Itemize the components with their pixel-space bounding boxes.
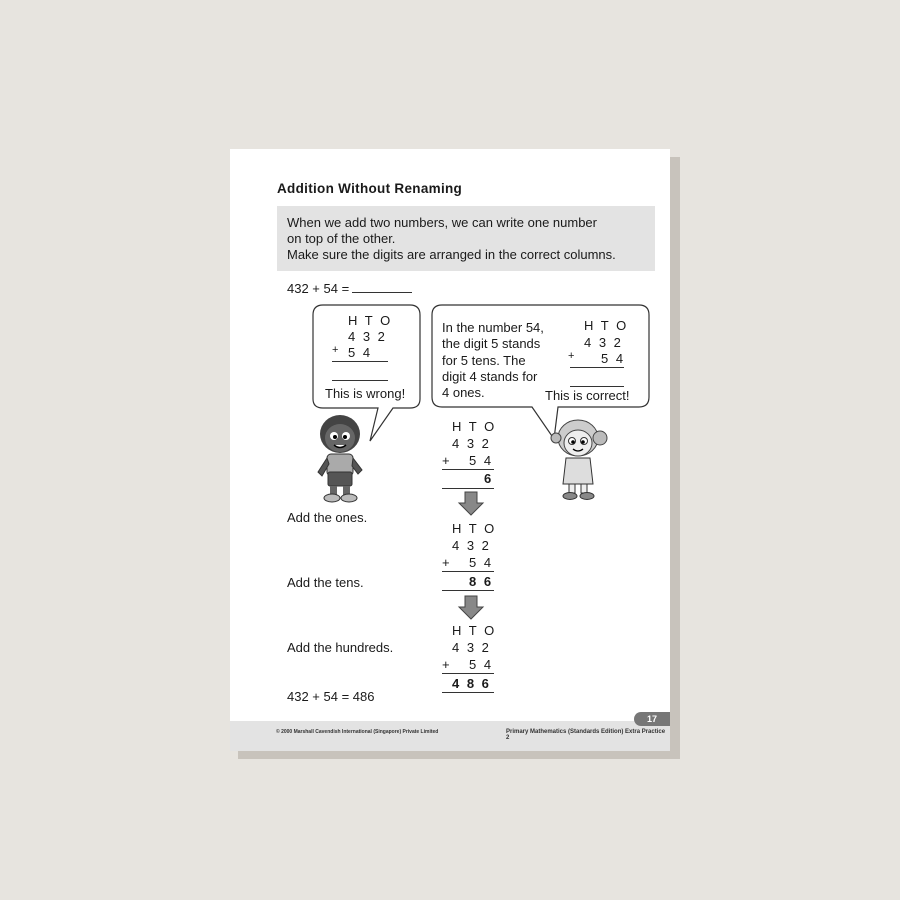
copyright-text: © 2000 Marshall Cavendish International (Singapore) Private Limited xyxy=(276,729,439,735)
step1-row-1: 4 3 2 xyxy=(452,436,491,451)
step1-line-1 xyxy=(442,469,494,470)
correct-sum-line-1 xyxy=(570,367,624,368)
correct-plus: + xyxy=(568,350,575,362)
correct-explain-5: 4 ones. xyxy=(442,385,485,400)
page-number: 17 xyxy=(634,712,670,726)
step2-row-2: 5 4 xyxy=(469,555,494,570)
step2-row-1: 4 3 2 xyxy=(452,538,491,553)
wrong-sum-line-2 xyxy=(332,380,388,381)
step1-header: H T O xyxy=(452,419,497,434)
step1-plus: + xyxy=(442,453,450,468)
problem-text: 432 + 54 = xyxy=(287,281,350,296)
step3-result: 4 8 6 xyxy=(452,676,491,691)
page-title: Addition Without Renaming xyxy=(277,181,463,196)
step1-line-2 xyxy=(442,488,494,489)
step2-result: 8 6 xyxy=(469,574,494,589)
correct-explain-1: In the number 54, xyxy=(442,320,544,335)
step2-plus: + xyxy=(442,555,450,570)
step1-result: 6 xyxy=(484,471,494,486)
step3-row-2: 5 4 xyxy=(469,657,494,672)
step3-row-1: 4 3 2 xyxy=(452,640,491,655)
step3-header: H T O xyxy=(452,623,497,638)
wrong-sum-line-1 xyxy=(332,361,388,362)
wrong-plus: + xyxy=(332,344,339,356)
step2-label: Add the tens. xyxy=(287,575,364,590)
wrong-row-2: 5 4 xyxy=(348,345,373,360)
step2-line-1 xyxy=(442,571,494,572)
wrong-caption: This is wrong! xyxy=(325,386,406,401)
down-arrow-1 xyxy=(459,492,483,515)
step2-header: H T O xyxy=(452,521,497,536)
step2-line-2 xyxy=(442,590,494,591)
correct-row-2: 5 4 xyxy=(601,351,626,366)
correct-explain-4: digit 4 stands for xyxy=(442,369,538,384)
intro-line-2: on top of the other. xyxy=(287,231,396,246)
intro-line-1: When we add two numbers, we can write one number xyxy=(287,215,597,230)
correct-explain-2: the digit 5 stands xyxy=(442,336,541,351)
step1-row-2: 5 4 xyxy=(469,453,494,468)
correct-caption: This is correct! xyxy=(545,388,630,403)
book-title: Primary Mathematics (Standards Edition) Extra Practice 2 xyxy=(506,729,666,741)
final-answer: 432 + 54 = 486 xyxy=(287,689,375,704)
correct-header: H T O xyxy=(584,318,629,333)
step3-line-1 xyxy=(442,673,494,674)
wrong-header: H T O xyxy=(348,313,393,328)
step1-label: Add the ones. xyxy=(287,510,368,525)
wrong-row-1: 4 3 2 xyxy=(348,329,387,344)
correct-sum-line-2 xyxy=(570,386,624,387)
step3-plus: + xyxy=(442,657,450,672)
down-arrow-2 xyxy=(459,596,483,619)
step3-line-2 xyxy=(442,692,494,693)
step3-label: Add the hundreds. xyxy=(287,640,394,655)
correct-row-1: 4 3 2 xyxy=(584,335,623,350)
boy-illustration xyxy=(310,412,370,504)
worksheet-page xyxy=(230,149,670,751)
correct-explain-3: for 5 tens. The xyxy=(442,353,526,368)
girl-illustration xyxy=(548,416,610,502)
intro-line-3: Make sure the digits are arranged in the correct columns. xyxy=(287,247,616,262)
